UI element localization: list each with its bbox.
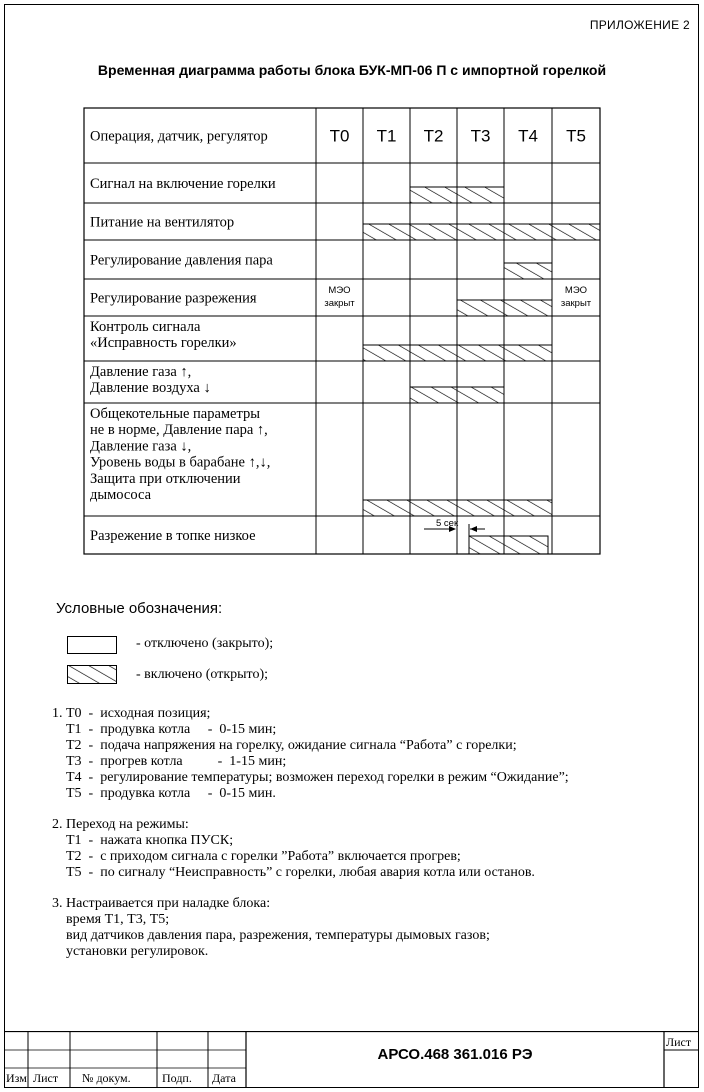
active-bar — [363, 224, 600, 240]
row-label: дымососа — [90, 487, 152, 503]
note-line: вид датчиков давления пара, разрежения, температуры дымовых газов; — [52, 928, 490, 943]
stamp-date: Дата — [212, 1071, 236, 1085]
stamp-izm: Изм — [6, 1071, 27, 1085]
row-label: Сигнал на включение горелки — [90, 176, 276, 192]
note-line: установки регулировок. — [52, 944, 209, 959]
note-line: Т5 - по сигналу “Неисправность” с горелки, любая авария котла или останов. — [52, 865, 535, 880]
row-label: «Исправность горелки» — [90, 335, 237, 352]
header-label: Операция, датчик, регулятор — [90, 128, 268, 145]
page-title: Временная диаграмма работы блока БУК-МП-06 П с импортной горелкой — [97, 62, 607, 78]
active-bar — [410, 387, 504, 403]
notes-block-3 — [52, 896, 490, 960]
note-line: Т3 - прогрев котла - 1-15 мин; — [52, 754, 287, 769]
delay-label: 5 сек — [436, 518, 459, 529]
row-label: Защита при отключении — [90, 470, 241, 487]
note-line: Т1 - продувка котла - 0-15 мин; — [52, 722, 277, 737]
row-label: Общекотельные параметры — [90, 406, 260, 422]
legend-title: Условные обозначения: — [56, 600, 223, 617]
arrow-head — [470, 526, 477, 532]
notes-block-1 — [52, 706, 569, 802]
note-line: 2. Переход на режимы: — [52, 817, 189, 832]
note-line: Т1 - нажата кнопка ПУСК; — [52, 833, 234, 848]
time-column-header: T2 — [423, 126, 444, 146]
time-column-header: T1 — [376, 126, 397, 146]
legend-on-text: - включено (открыто); — [136, 667, 269, 682]
meo-label: МЭО — [564, 285, 588, 296]
note-line: Т2 - подача напряжения на горелку, ожидание сигнала “Работа” с горелки; — [52, 738, 517, 753]
meo-state: закрыт — [324, 298, 355, 309]
note-line: Т5 - продувка котла - 0-15 мин. — [52, 786, 276, 801]
stamp-doc: № докум. — [82, 1071, 131, 1085]
notes-block-2 — [52, 817, 535, 881]
legend-off-text: - отключено (закрыто); — [136, 636, 274, 651]
stamp-sign: Подп. — [162, 1071, 192, 1085]
time-column-header: T0 — [329, 126, 350, 146]
legend-on-box — [67, 665, 117, 684]
row-label: Уровень воды в барабане ↑,↓, — [90, 454, 271, 471]
row-label: Разрежение в топке низкое — [90, 528, 256, 544]
note-line: 3. Настраивается при наладке блока: — [52, 896, 271, 911]
row-label: не в норме, Давление пара ↑, — [90, 422, 268, 439]
active-bar — [457, 300, 552, 316]
stamp-list: Лист — [33, 1071, 59, 1085]
meo-label: МЭО — [328, 285, 351, 296]
time-column-header: T3 — [470, 126, 491, 146]
meo-state: закрыт — [560, 298, 592, 309]
active-bar — [410, 187, 504, 203]
row-label: Регулирование разрежения — [90, 290, 257, 307]
row-label: Давление воздуха ↓ — [90, 380, 211, 397]
time-column-header: T5 — [566, 126, 586, 146]
row-label: Питание на вентилятор — [90, 214, 235, 231]
active-bar — [363, 500, 552, 516]
legend-off-box — [67, 636, 117, 654]
note-line: время Т1, Т3, Т5; — [52, 912, 170, 927]
appendix-label: ПРИЛОЖЕНИЕ 2 — [589, 18, 690, 32]
sheet-label: Лист — [666, 1035, 692, 1049]
delayed-active-bar — [469, 536, 548, 554]
row-label: Регулирование давления пара — [90, 252, 273, 269]
row-label: Контроль сигнала — [90, 319, 201, 335]
row-label: Давление газа ↓, — [90, 438, 192, 455]
active-bar — [504, 263, 552, 279]
note-line: Т4 - регулирование температуры; возможен переход горелки в режим “Ожидание”; — [52, 770, 569, 785]
active-bar — [363, 345, 552, 361]
row-label: Давление газа ↑, — [90, 364, 192, 380]
note-line: 1. Т0 - исходная позиция; — [52, 706, 211, 721]
note-line: Т2 - с приходом сигнала с горелки ”Работа” включается прогрев; — [52, 849, 461, 864]
time-column-header: T4 — [518, 126, 538, 146]
document-code: АРСО.468 361.016 РЭ — [377, 1046, 533, 1063]
